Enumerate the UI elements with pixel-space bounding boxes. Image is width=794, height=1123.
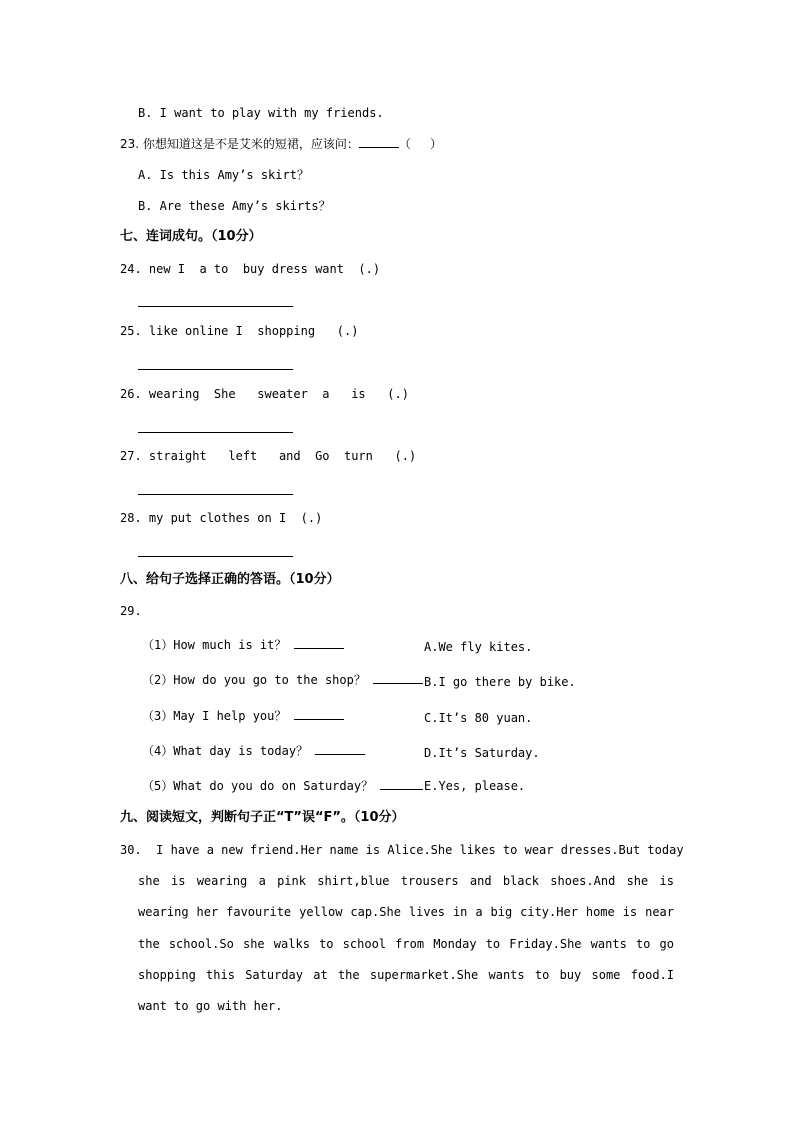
q26-words: 26. wearing She sweater a is (.) xyxy=(120,387,409,401)
q30-number: 30. xyxy=(120,843,142,857)
q29-number: 29. xyxy=(120,604,142,618)
q29-question-4-text: （4）What day is today？ xyxy=(142,744,309,758)
q29-answer-d: D.It’s Saturday. xyxy=(424,746,540,760)
q23-stem: 23. 你想知道这是不是艾米的短裙，应该问： xyxy=(120,137,359,151)
q27-words: 27. straight left and Go turn (.) xyxy=(120,449,417,463)
q29-question-5 xyxy=(142,778,423,794)
q29-question-3 xyxy=(142,708,344,724)
q25-answer-line[interactable] xyxy=(138,369,293,370)
q28-answer-line[interactable] xyxy=(138,556,293,557)
q29-blank-5[interactable] xyxy=(380,778,423,790)
q30-first-line-text: I have a new friend.Her name is Alice.She likes to wear dresses.But today xyxy=(156,843,684,857)
q29-blank-3[interactable] xyxy=(294,708,344,720)
q29-question-1 xyxy=(142,637,344,653)
q29-question-4 xyxy=(142,743,365,759)
section8-heading: 八、给句子选择正确的答语。（10分） xyxy=(120,572,340,587)
q29-answer-a: A.We fly kites. xyxy=(424,640,533,654)
q23-option-b: B. Are these Amy’s skirts？ xyxy=(138,199,331,213)
q29-blank-4[interactable] xyxy=(315,743,365,755)
q22-option-b: B. I want to play with my friends. xyxy=(138,106,384,120)
q29-answer-b: B.I go there by bike. xyxy=(424,675,576,689)
q27-answer-line[interactable] xyxy=(138,494,293,495)
section7-heading: 七、连词成句。（10分） xyxy=(120,229,262,244)
q23-option-a: A. Is this Amy’s skirt？ xyxy=(138,168,309,182)
q23-paren: （ ） xyxy=(398,137,442,151)
q29-blank-1[interactable] xyxy=(294,637,344,649)
q29-question-5-text: （5）What do you do on Saturday？ xyxy=(142,779,374,793)
section9-heading: 九、阅读短文，判断句子正“T”误“F”。（10分） xyxy=(120,810,405,825)
q30-passage-body: she is wearing a pink shirt,blue trousers and black shoes.And she is wearing her favourite yellow cap.She lives in a big city.Her home is near the school.So she walks to school from Monday to Friday.She wants to go shopping this Saturday at the supermarket.She wants to buy some food.I want to go with her. xyxy=(138,874,674,1014)
q29-question-1-text: （1）How much is it？ xyxy=(142,638,287,652)
q30-first-line xyxy=(120,842,684,858)
q28-words: 28. my put clothes on I (.) xyxy=(120,511,323,525)
q23-answer-blank[interactable] xyxy=(359,136,399,148)
q24-answer-line[interactable] xyxy=(138,306,293,307)
q29-question-3-text: （3）May I help you？ xyxy=(142,709,287,723)
q25-words: 25. like online I shopping (.) xyxy=(120,324,359,338)
q26-answer-line[interactable] xyxy=(138,432,293,433)
q29-blank-2[interactable] xyxy=(373,672,423,684)
q23-stem-row xyxy=(120,136,442,152)
q24-words: 24. new I a to buy dress want (.) xyxy=(120,262,381,276)
q29-answer-e: E.Yes, please. xyxy=(424,779,526,793)
q29-question-2 xyxy=(142,672,423,688)
q29-answer-c: C.It’s 80 yuan. xyxy=(424,711,533,725)
q29-question-2-text: （2）How do you go to the shop？ xyxy=(142,673,366,687)
